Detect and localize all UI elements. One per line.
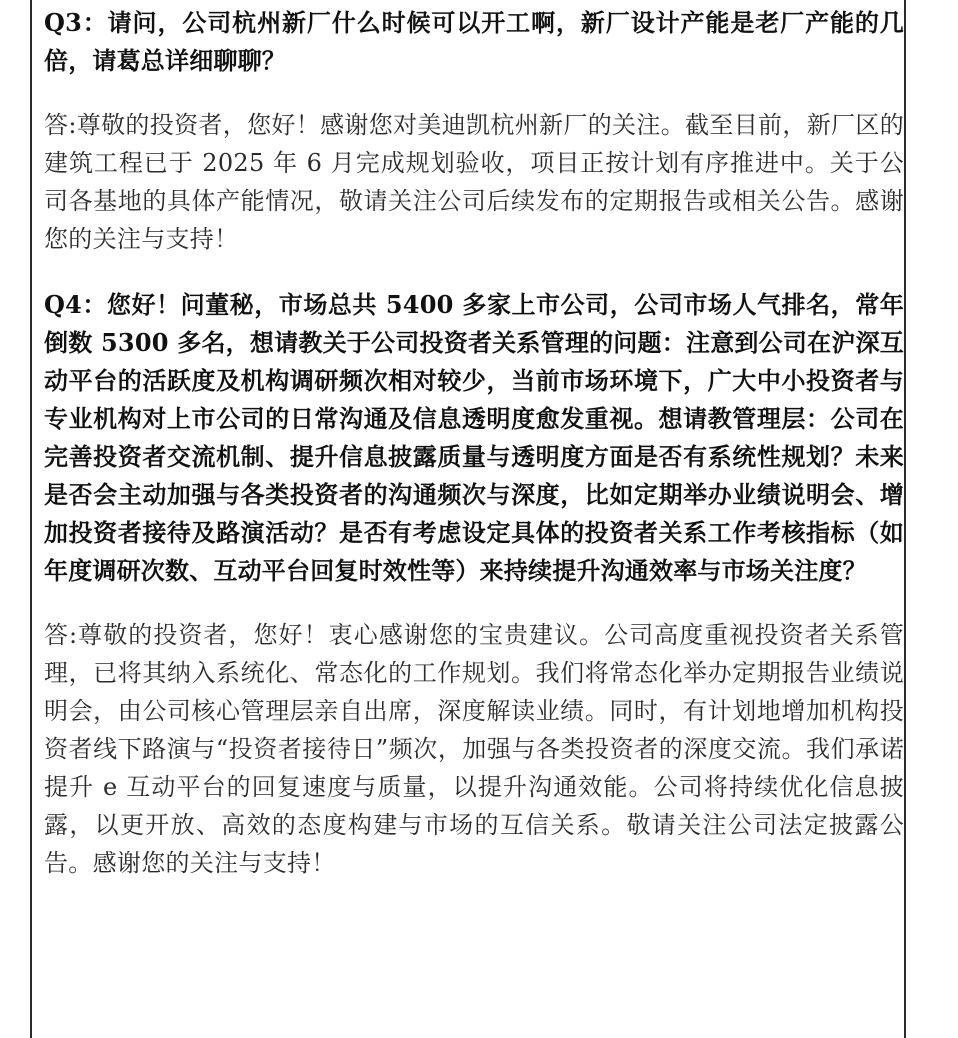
answer-q4: 答:尊敬的投资者，您好！衷心感谢您的宝贵建议。公司高度重视投资者关系管理，已将其纳入系统化、常态化的工作规划。我们将常态化举办定期报告业绩说明会，由公司核心管理层亲自出席，深度解读业绩。同时，有计划地增加机构投资者线下路演与“投资者接待日”频次，加强与各类投资者的深度交流。我们承诺提升 e 互动平台的回复速度与质量，以提升沟通效能。公司将持续优化信息披露，以更开放、高效的态度构建与市场的互信关系。敬请关注公司法定披露公告。感谢您的关注与支持！ (44, 621, 904, 877)
spacer (44, 80, 904, 106)
spacer (44, 590, 904, 616)
question-q4: Q4：您好！问董秘，市场总共 5400 多家上市公司，公司市场人气排名，常年倒数 5300 多名，想请教关于公司投资者关系管理的问题：注意到公司在沪深互动平台的活跃度及机构调研频次相对较少，当前市场环境下，广大中小投资者与专业机构对上市公司的日常沟通及信息透明度愈发重视。想请教管理层：公司在完善投资者交流机制、提升信息披露质量与透明度方面是否有系统性规划？未来是否会主动加强与各类投资者的沟通频次与深度，比如定期举办业绩说明会、增加投资者接待及路演活动？是否有考虑设定具体的投资者关系工作考核指标（如年度调研次数、互动平台回复时效性等）来持续提升沟通效率与市场关注度？ (44, 290, 904, 585)
spacer (44, 258, 904, 286)
question-q3: Q3：请问，公司杭州新厂什么时候可以开工啊，新厂设计产能是老厂产能的几倍，请葛总详细聊聊？ (44, 8, 904, 75)
qa-document (44, 4, 904, 882)
answer-q3: 答:尊敬的投资者，您好！感谢您对美迪凯杭州新厂的关注。截至目前，新厂区的建筑工程已于 2025 年 6 月完成规划验收，项目正按计划有序推进中。关于公司各基地的具体产能情况，敬请关注公司后续发布的定期报告或相关公告。感谢您的关注与支持！ (44, 111, 904, 253)
